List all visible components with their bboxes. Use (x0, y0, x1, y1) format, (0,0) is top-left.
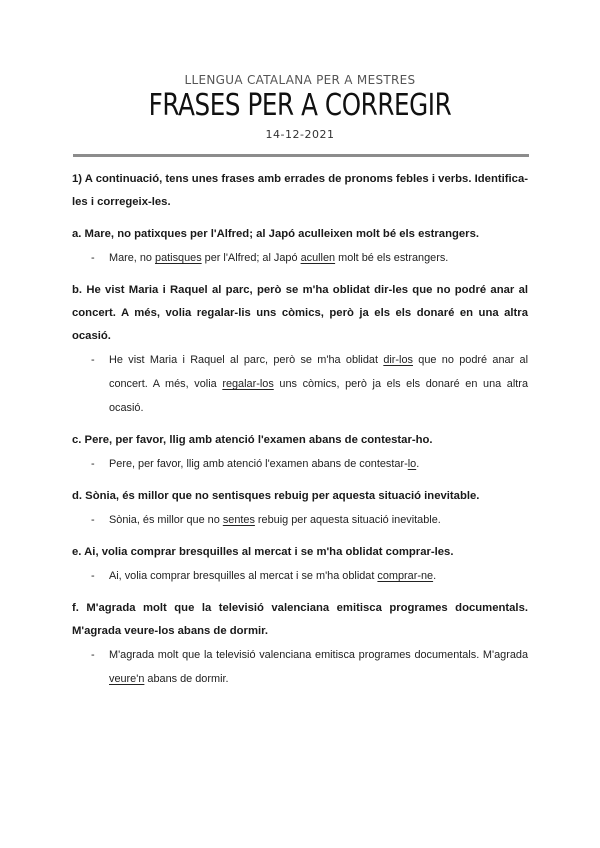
course-subtitle: LLENGUA CATALANA PER A MESTRES (184, 73, 416, 87)
correction-underlined: lo (407, 458, 417, 470)
answer-b: - He vist Maria i Raquel al parc, però se m'ha oblidat dir-los que no podré anar al concert. A més, volia regalar-los uns còmics, però ja els els donaré en una altra ocasió. (72, 348, 528, 420)
page-title: FRASES PER A CORREGIR (148, 88, 452, 123)
answer-c: - Pere, per favor, llig amb atenció l'examen abans de contestar-lo. (72, 452, 528, 476)
list-bullet: - (91, 354, 95, 366)
answer-f: - M'agrada molt que la televisió valenciana emitisca programes documentals. M'agrada veure'n abans de dormir. (72, 643, 528, 691)
answer-e: - Ai, volia comprar bresquilles al mercat i se m'ha oblidat comprar-ne. (72, 564, 528, 588)
question-e: e. Ai, volia comprar bresquilles al mercat i se m'ha oblidat comprar-les. (72, 546, 454, 558)
answer-a: - Mare, no patisques per l'Alfred; al Japó acullen molt bé els estrangers. (72, 246, 528, 270)
correction-underlined: acullen (300, 252, 336, 264)
correction-underlined: dir-los (383, 354, 413, 366)
exercise-content (72, 168, 528, 700)
document-date: 14-12-2021 (265, 128, 335, 141)
question-a: a. Mare, no patixques per l'Alfred; al Japó aculleixen molt bé els estrangers. (72, 228, 479, 240)
list-bullet: - (91, 458, 95, 470)
list-bullet: - (91, 570, 95, 582)
correction-underlined: regalar-los (222, 378, 274, 390)
question-f: f. M'agrada molt que la televisió valenciana emitisca programes documentals. M'agrada veure-los abans de dormir. (72, 602, 528, 637)
correction-underlined: veure'n (109, 673, 145, 685)
correction-underlined: comprar-ne (377, 570, 434, 582)
question-c: c. Pere, per favor, llig amb atenció l'examen abans de contestar-ho. (72, 434, 433, 446)
answer-d: - Sònia, és millor que no sentes rebuig per aquesta situació inevitable. (72, 508, 528, 532)
question-d: d. Sònia, és millor que no sentisques rebuig per aquesta situació inevitable. (72, 490, 480, 502)
correction-underlined: sentes (222, 514, 255, 526)
list-bullet: - (91, 252, 95, 264)
list-bullet: - (91, 514, 95, 526)
list-bullet: - (91, 649, 95, 661)
exercise-instructions: 1) A continuació, tens unes frases amb errades de pronoms febles i verbs. Identifica-les i corregeix-les. (72, 173, 528, 208)
question-b: b. He vist Maria i Raquel al parc, però se m'ha oblidat dir-les que no podré anar al concert. A més, volia regalar-lis uns còmics, però ja els els donaré en una altra ocasió. (72, 284, 528, 342)
header-divider (73, 154, 529, 157)
correction-underlined: patisques (155, 252, 202, 264)
